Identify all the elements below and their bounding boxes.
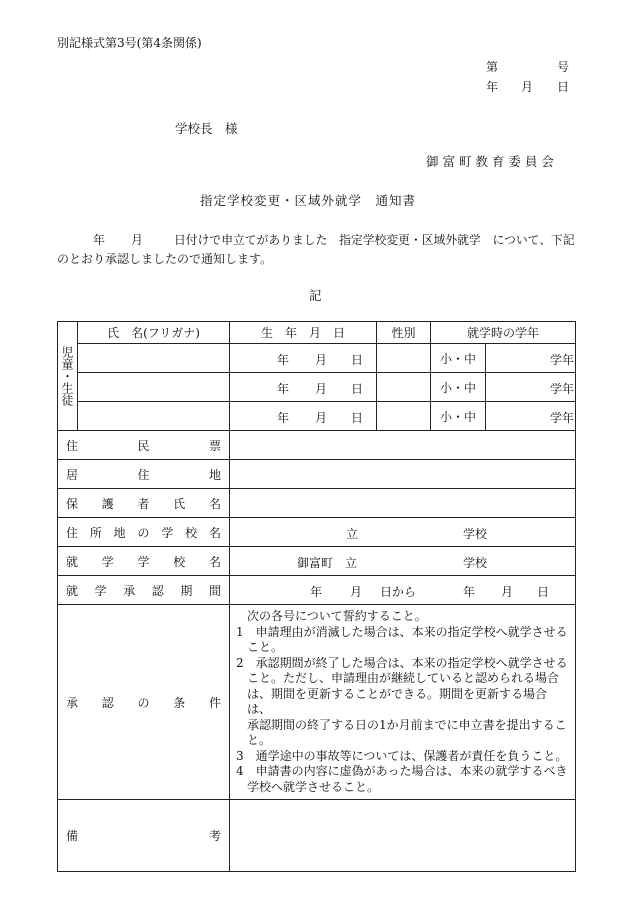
birthdate-cell[interactable] (230, 373, 377, 402)
conditions-row (58, 605, 576, 800)
document-title: 指定学校変更・区域外就学 通知書 (200, 193, 417, 208)
address-school-value[interactable] (230, 518, 576, 547)
residence-label: 居 住 地 (58, 460, 230, 489)
address-school-row (58, 518, 576, 547)
town-ritsu-label: 御富町 立 (297, 556, 358, 570)
condition-2-cont: は、期間を更新することができる。期間を更新する場合は、 (247, 686, 548, 716)
guardian-name-label: 保 護 者 氏 名 (58, 489, 230, 518)
form-reference: 別記様式第3号(第4条関係) (57, 36, 202, 50)
school-type-cell[interactable]: 小・中 (431, 373, 486, 402)
remarks-value[interactable] (230, 800, 576, 872)
date-month: 月 (521, 80, 534, 94)
remarks-row (58, 800, 576, 872)
remarks-label: 備 考 (58, 800, 230, 872)
student-header-row (58, 322, 576, 344)
grade-cell[interactable] (486, 344, 576, 373)
header-birth: 生 年 月 日 (230, 322, 377, 344)
birthdate-cell[interactable] (230, 402, 377, 431)
grade-label: 学年 (550, 411, 575, 425)
student-name-cell[interactable] (78, 373, 230, 402)
period-day-2: 日 (537, 585, 550, 599)
enrollment-school-value[interactable] (230, 547, 576, 576)
header-grade: 就学時の学年 (431, 322, 576, 344)
grade-label: 学年 (550, 353, 575, 367)
period-month-2: 月 (501, 585, 514, 599)
conditions-label: 承 認 の 条 件 (58, 605, 230, 800)
enrollment-school-row (58, 547, 576, 576)
condition-2-cont: 承認期間の終了する日の1か月前までに申立書を提出するこ (247, 717, 567, 732)
birth-month-label: 月 (315, 353, 328, 367)
juminhyo-label: 住 民 票 (58, 431, 230, 460)
student-row (58, 344, 576, 373)
sender-board: 御 富 町 教 育 委 員 会 (426, 154, 554, 169)
residence-row (58, 460, 576, 489)
conditions-text (230, 605, 576, 800)
date-year: 年 (486, 80, 499, 94)
enrollment-school-label: 就 学 学 校 名 (58, 547, 230, 576)
residence-value[interactable] (230, 460, 576, 489)
notification-form-table (57, 321, 576, 872)
condition-4: 4 申請書の内容に虚偽があった場合は、本来の就学するべき (236, 764, 568, 778)
approval-period-value[interactable] (230, 576, 576, 605)
condition-1-cont: こと。 (247, 640, 284, 654)
grade-cell[interactable] (486, 373, 576, 402)
period-month-1: 月 (350, 585, 363, 599)
juminhyo-row (58, 431, 576, 460)
guardian-row (58, 489, 576, 518)
date-day: 日 (557, 80, 570, 94)
gender-cell[interactable] (377, 402, 431, 431)
student-name-cell[interactable] (78, 402, 230, 431)
body-line1: 日付けで申立てがありました 指定学校変更・区域外就学 について、下記 (174, 233, 575, 247)
condition-3: 3 通学途中の事故等については、保護者が責任を負うこと。 (236, 748, 568, 763)
gender-cell[interactable] (377, 373, 431, 402)
juminhyo-value[interactable] (230, 431, 576, 460)
birth-day-label: 日 (351, 411, 364, 425)
gender-cell[interactable] (377, 344, 431, 373)
condition-1: 1 申請理由が消滅した場合は、本来の指定学校へ就学させる (236, 624, 568, 639)
ritsu-label: 立 (346, 527, 359, 541)
body-month: 月 (131, 233, 144, 247)
condition-2: 2 承認期間が終了した場合は、本来の指定学校へ就学させる (236, 655, 568, 670)
birth-day-label: 日 (351, 353, 364, 367)
student-group-label: 児童・生徒 (58, 322, 78, 431)
condition-2-cont: と。 (247, 733, 272, 747)
birth-year-label: 年 (277, 353, 290, 367)
student-row (58, 373, 576, 402)
document-number-go: 号 (557, 60, 570, 74)
student-name-cell[interactable] (78, 344, 230, 373)
ki-heading: 記 (309, 288, 322, 303)
document-number-dai: 第 (486, 60, 499, 74)
approval-period-label: 就 学 承 認 期 間 (58, 576, 230, 605)
gakko-label: 学校 (463, 556, 488, 570)
school-type-cell[interactable]: 小・中 (431, 402, 486, 431)
birth-month-label: 月 (315, 411, 328, 425)
header-name: 氏 名(フリガナ) (78, 322, 230, 344)
period-year-1: 年 (310, 585, 323, 599)
condition-2-cont: こと。ただし、申請理由が継続していると認められる場合 (247, 671, 560, 685)
body-line2: のとおり承認しましたので通知します。 (57, 252, 273, 266)
guardian-name-value[interactable] (230, 489, 576, 518)
birth-day-label: 日 (351, 382, 364, 396)
condition-4-cont: 学校へ就学させること。 (247, 779, 380, 794)
period-year-2: 年 (463, 585, 476, 599)
gakko-label: 学校 (463, 527, 488, 541)
grade-label: 学年 (550, 382, 575, 396)
grade-cell[interactable] (486, 402, 576, 431)
student-row (58, 402, 576, 431)
address-school-label: 住 所 地 の 学 校 名 (58, 518, 230, 547)
addressee: 学校長 様 (175, 121, 238, 136)
header-gender: 性別 (377, 322, 431, 344)
birthdate-cell[interactable] (230, 344, 377, 373)
period-row (58, 576, 576, 605)
body-year: 年 (93, 233, 106, 247)
period-from: 日から (380, 585, 417, 599)
conditions-intro: 次の各号について誓約すること。 (247, 609, 427, 623)
birth-month-label: 月 (315, 382, 328, 396)
birth-year-label: 年 (277, 411, 290, 425)
school-type-cell[interactable]: 小・中 (431, 344, 486, 373)
birth-year-label: 年 (277, 382, 290, 396)
